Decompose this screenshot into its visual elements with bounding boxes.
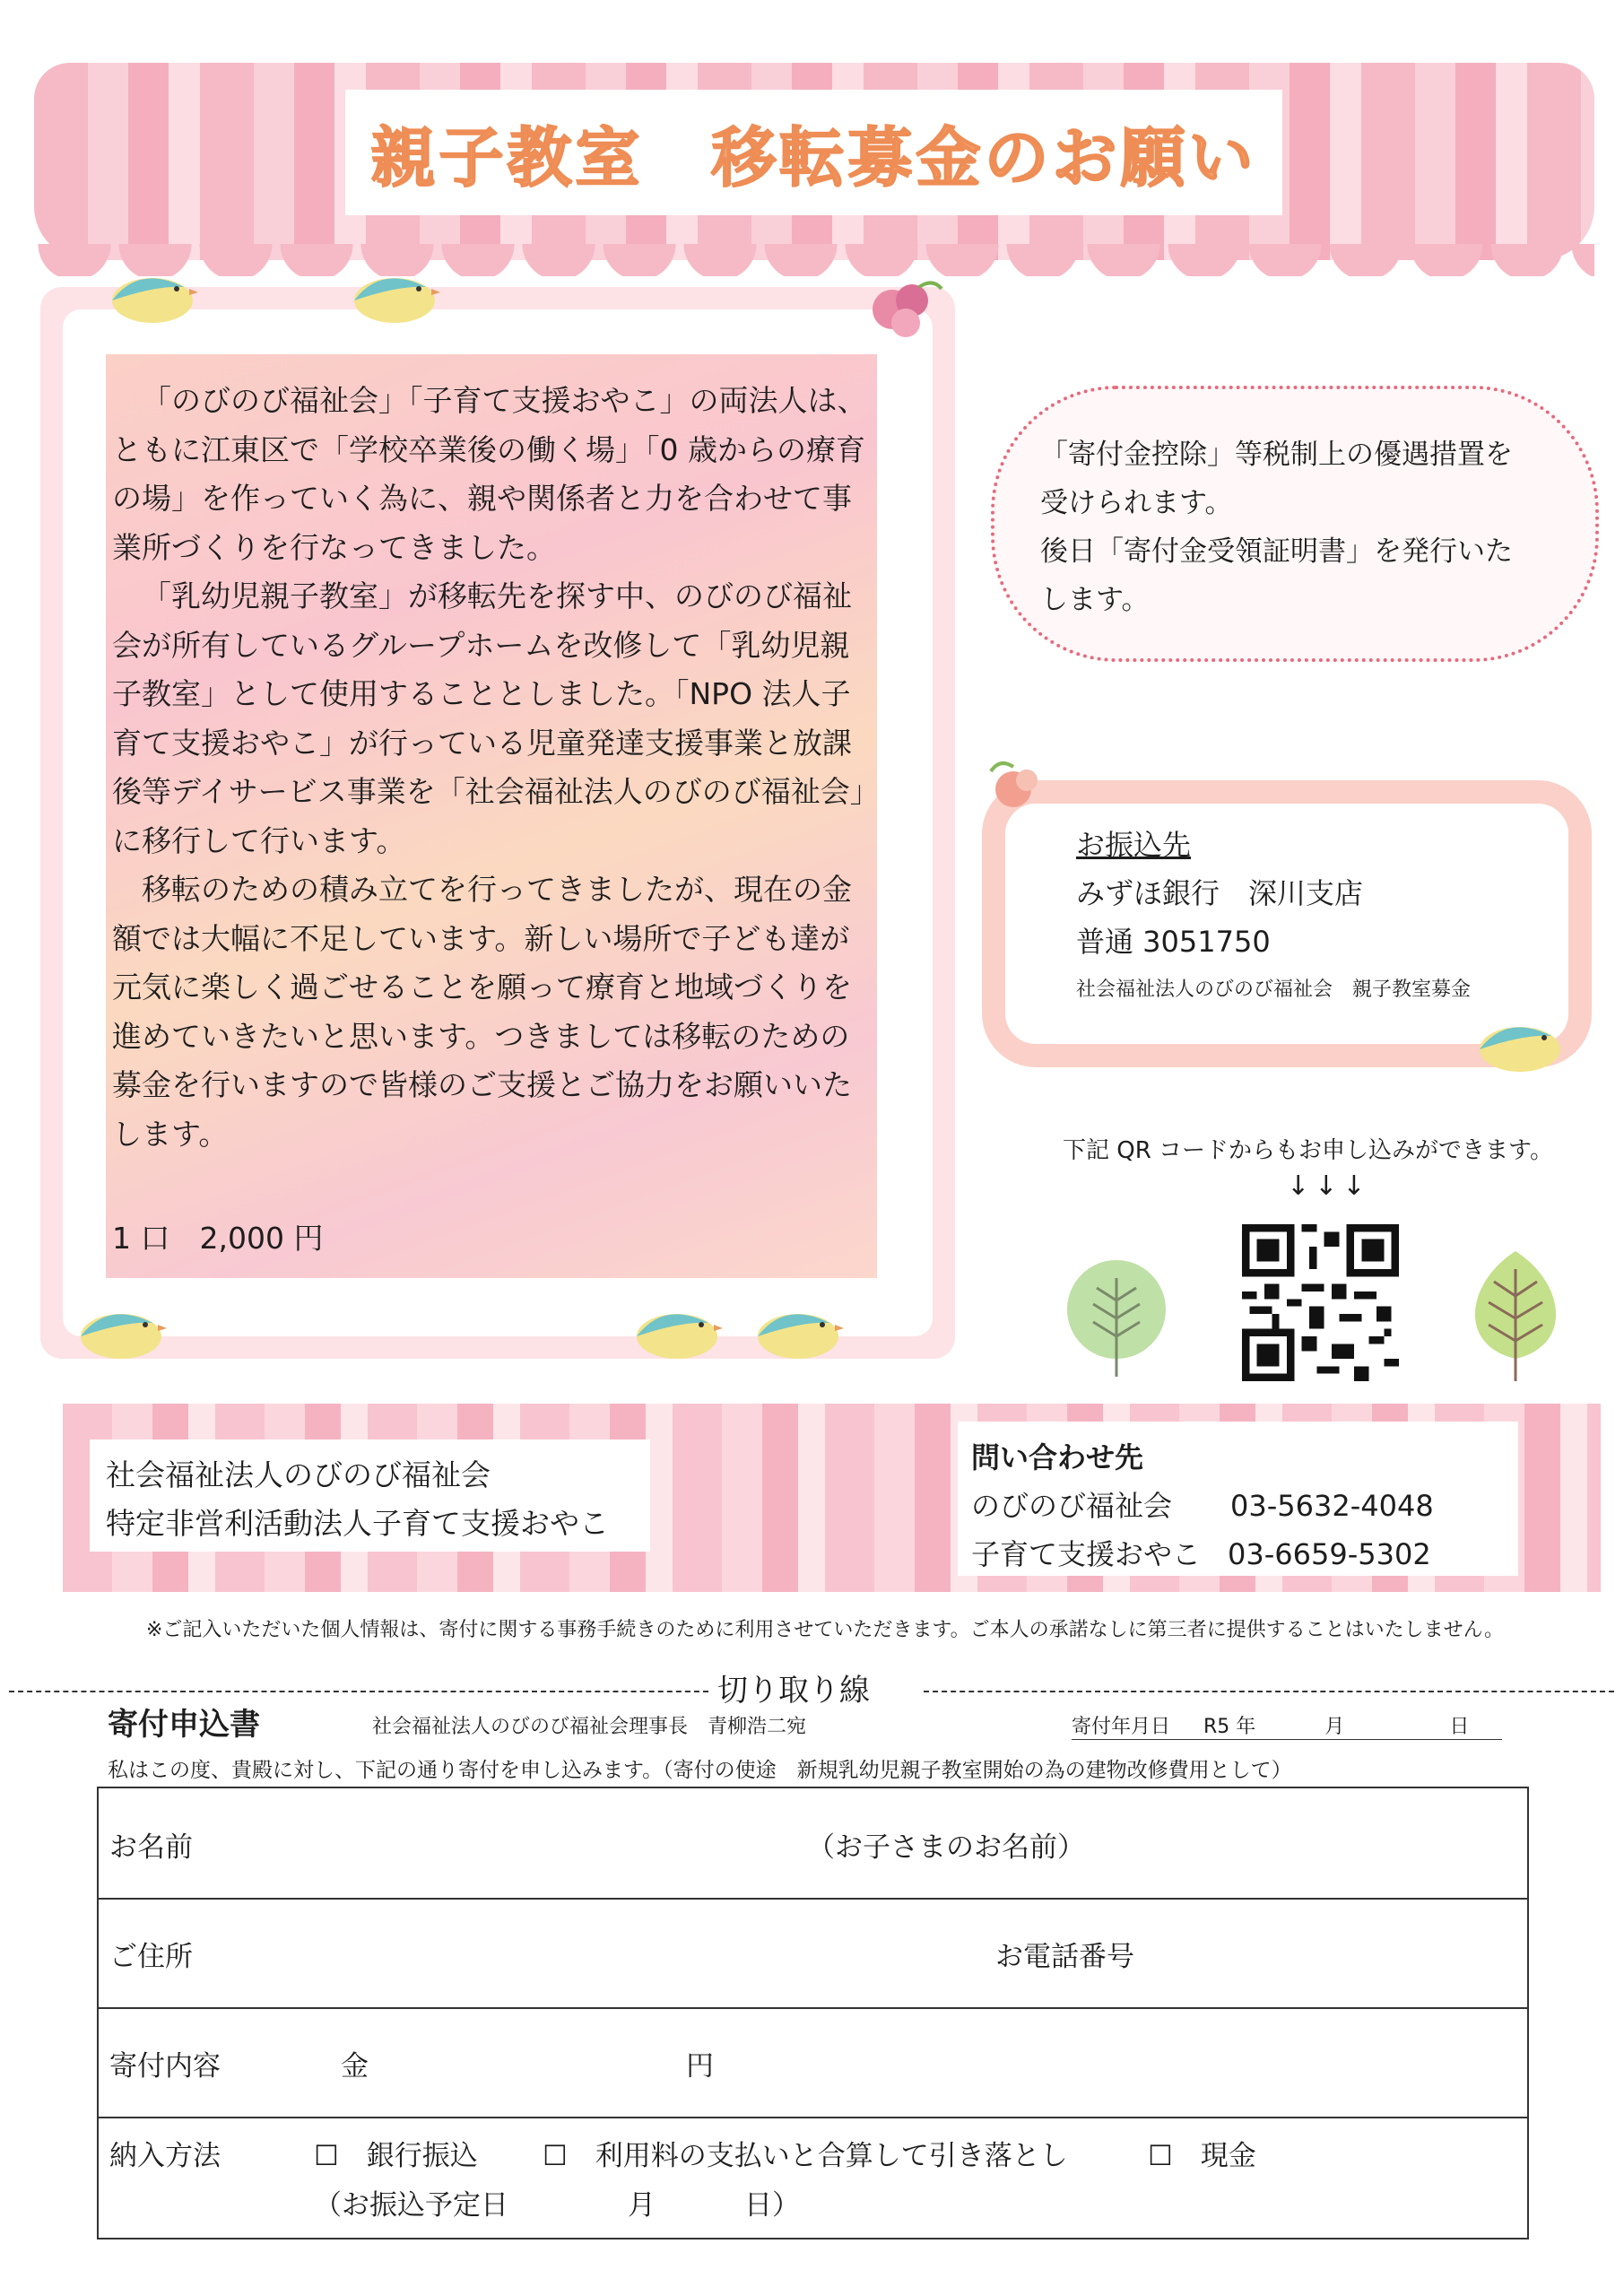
option-bank-transfer[interactable]: ☐ 銀行振込 bbox=[314, 2140, 478, 2172]
privacy-note: ※ご記入いただいた個人情報は、寄付に関する事務手続きのために利用させていただきます。ご本人の承諾なしに第三者に提供することはいたしません。 bbox=[146, 1619, 1504, 1641]
flower-icon bbox=[982, 753, 1054, 816]
contact-info bbox=[971, 1433, 1434, 1578]
org-name-1: 社会福祉法人のびのび福祉会 bbox=[106, 1457, 491, 1492]
cut-line-right bbox=[924, 1691, 1614, 1692]
payment-label: 納入方法 bbox=[109, 2140, 221, 2172]
address-label: ご住所 bbox=[109, 1941, 193, 1973]
phone-label: お電話番号 bbox=[995, 1941, 1134, 1973]
bird-icon bbox=[1471, 1009, 1569, 1081]
form-addressee: 社会福祉法人のびのび福祉会理事長 青柳浩二宛 bbox=[372, 1716, 807, 1738]
content-row[interactable] bbox=[99, 2007, 1527, 2118]
flower-icon bbox=[856, 269, 946, 350]
tree-icon bbox=[1063, 1260, 1170, 1381]
contact-heading: 問い合わせ先 bbox=[971, 1440, 1144, 1474]
donation-form bbox=[97, 1787, 1529, 2239]
payment-row bbox=[99, 2117, 1527, 2238]
content-label: 寄付内容 bbox=[109, 2050, 221, 2083]
address-row[interactable] bbox=[99, 1898, 1527, 2009]
qr-code-icon[interactable] bbox=[1242, 1224, 1399, 1381]
date-year: R5 年 bbox=[1203, 1716, 1256, 1738]
tax-line-2: 受けられます。 bbox=[1040, 487, 1233, 519]
bank-name: みずほ銀行 深川支店 bbox=[1076, 876, 1364, 910]
date-label: 寄付年月日 bbox=[1072, 1716, 1171, 1738]
donation-date[interactable] bbox=[1072, 1711, 1502, 1740]
paragraph-3: 移転のための積み立てを行ってきましたが、現在の金額では大幅に不足しています。新しい場所で子ども達が元気に楽しく過ごせることを願って療育と地域づくりを進めていきたいと思います。つきましては移転のための募金を行いますので皆様のご支援とご協力をお願いいたします。 bbox=[112, 872, 852, 1152]
option-cash[interactable]: ☐ 現金 bbox=[1148, 2140, 1256, 2172]
bird-icon bbox=[103, 260, 202, 332]
contact-phone-2[interactable]: 03-6659-5302 bbox=[1228, 1537, 1431, 1571]
tax-line-1: 「寄付金控除」等税制上の優遇措置を bbox=[1040, 439, 1513, 471]
bird-icon bbox=[628, 1296, 726, 1368]
donation-unit: 1 口 2,000 円 bbox=[112, 1221, 324, 1256]
organization-names bbox=[106, 1451, 609, 1548]
tax-notice bbox=[1040, 430, 1560, 624]
yen-label: 円 bbox=[686, 2050, 714, 2083]
contact-phone-1[interactable]: 03-5632-4048 bbox=[1230, 1489, 1434, 1523]
bird-icon bbox=[749, 1296, 847, 1368]
form-title: 寄付申込書 bbox=[108, 1707, 260, 1743]
bird-icon bbox=[345, 260, 444, 332]
transfer-date-label: （お振込予定日 bbox=[314, 2189, 508, 2222]
message-body bbox=[112, 377, 870, 1159]
bird-icon bbox=[72, 1296, 170, 1368]
child-name-label: （お子さまのお名前） bbox=[807, 1831, 1085, 1864]
date-day: 日 bbox=[1449, 1716, 1470, 1738]
cut-line-label: 切り取り線 bbox=[717, 1673, 870, 1709]
bank-account: 普通 3051750 bbox=[1076, 925, 1271, 959]
qr-arrows: ↓↓↓ bbox=[1287, 1170, 1371, 1202]
kin-label: 金 bbox=[341, 2050, 369, 2083]
contact-name-1: のびのび福祉会 bbox=[971, 1489, 1173, 1523]
option-deduction[interactable]: ☐ 利用料の支払いと合算して引き落とし bbox=[543, 2140, 1068, 2172]
bank-info bbox=[1076, 821, 1471, 1014]
transfer-day: 日） bbox=[744, 2189, 800, 2222]
title-box bbox=[345, 90, 1282, 215]
tax-line-3: 後日「寄付金受領証明書」を発行いた bbox=[1040, 535, 1513, 568]
transfer-month: 月 bbox=[628, 2189, 656, 2222]
contact-name-2: 子育て支援おやこ bbox=[971, 1537, 1202, 1571]
qr-caption: 下記 QR コードからもお申し込みができます。 bbox=[1063, 1137, 1553, 1164]
paragraph-2: 「乳幼児親子教室」が移転先を探す中、のびのび福祉会が所有しているグループホームを改修して「乳幼児親子教室」として使用することとしました。「NPO 法人子育て支援おやこ」が行っている児童発達支援事業と放課後等デイサービス事業を「社会福祉法人のびのび福祉会」に移行して行います。 bbox=[112, 578, 865, 858]
name-row[interactable] bbox=[99, 1788, 1527, 1900]
page-title: 親子教室 移転募金のお願い bbox=[370, 120, 1257, 196]
bank-holder: 社会福祉法人のびのび福祉会 親子教室募金 bbox=[1076, 978, 1472, 1001]
name-label: お名前 bbox=[109, 1831, 193, 1864]
date-month: 月 bbox=[1324, 1716, 1345, 1738]
bank-heading: お振込先 bbox=[1076, 828, 1192, 862]
form-intro: 私はこの度、貴殿に対し、下記の通り寄付を申し込みます。（寄付の使途 新規乳幼児親子教室開始の為の建物改修費用として） bbox=[108, 1759, 1292, 1782]
paragraph-1: 「のびのび福祉会」「子育て支援おやこ」の両法人は、ともに江東区で「学校卒業後の働く場」「0 歳からの療育の場」を作っていく為に、親や関係者と力を合わせて事業所づくりを行なってきました。 bbox=[112, 383, 867, 565]
org-name-2: 特定非営利活動法人子育て支援おやこ bbox=[106, 1506, 609, 1541]
tax-line-4: します。 bbox=[1040, 584, 1150, 616]
cut-line-left bbox=[9, 1691, 708, 1692]
tree-icon bbox=[1457, 1247, 1574, 1386]
